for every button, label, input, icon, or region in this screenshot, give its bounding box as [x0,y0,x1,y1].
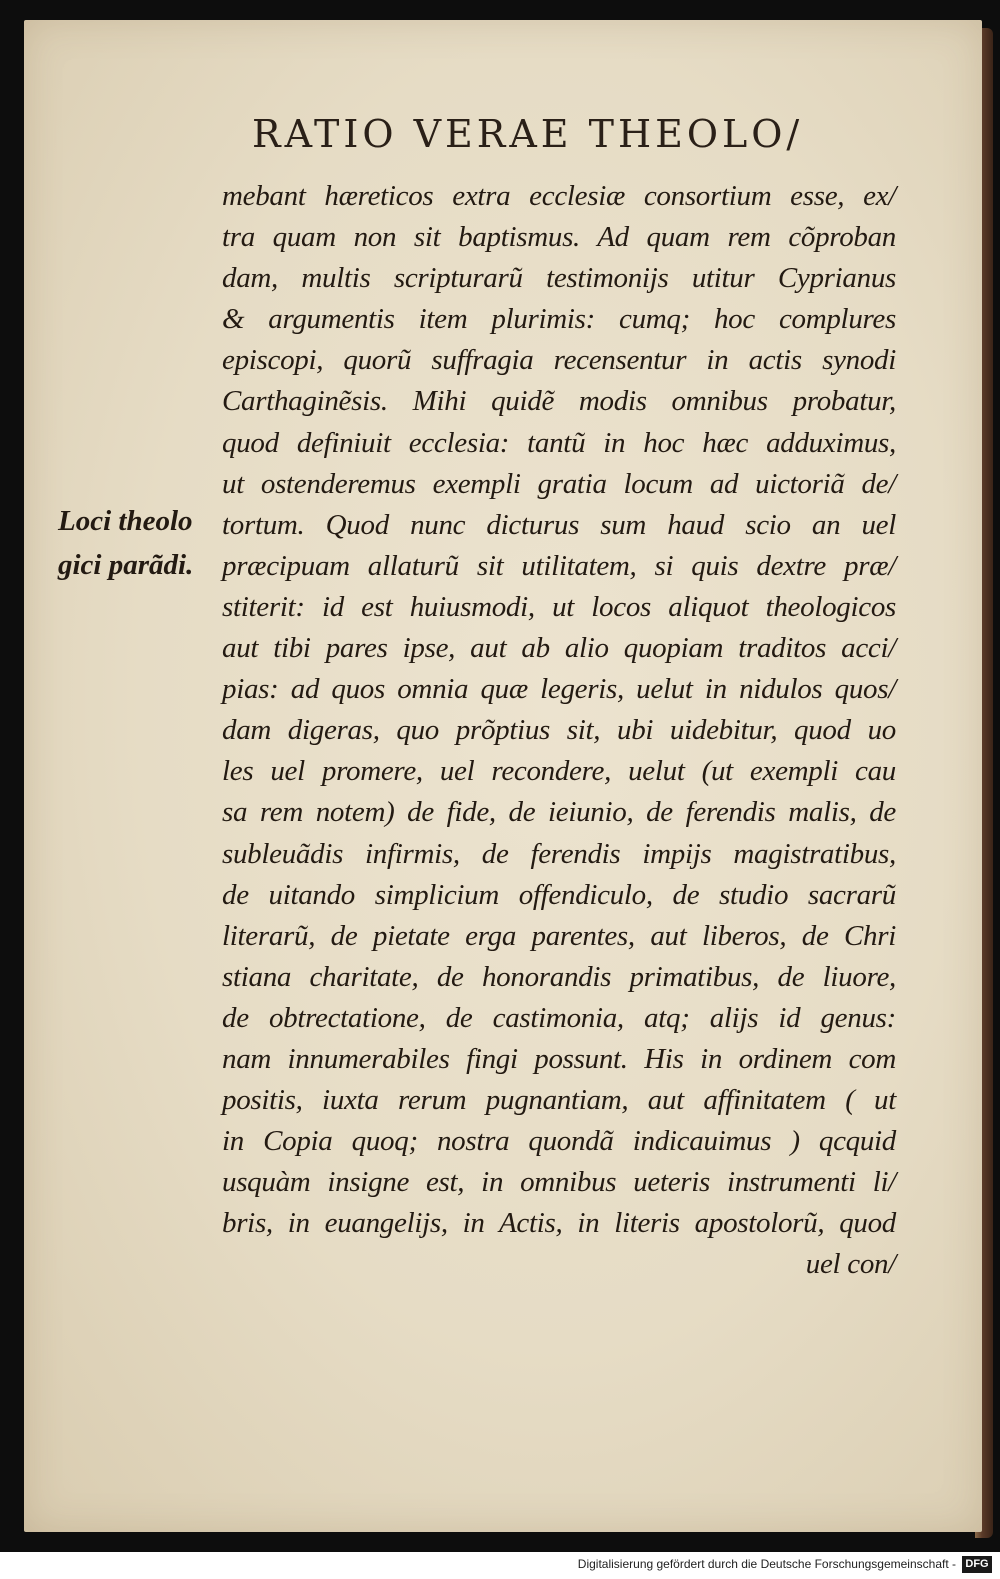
text-line: stiterit: id est huiusmodi, ut locos aliquot theologicos [222,590,896,623]
text-line: positis, iuxta rerum pugnantiam, aut affinitatem ( ut [222,1084,896,1117]
text-line: quod definiuit ecclesia: tantũ in hoc hæc adduximus, [222,426,896,459]
marginal-note [58,499,218,587]
text-line: ut ostenderemus exempli gratia locum ad uictoriã de/ [222,467,896,500]
catchword: uel con/ [805,1248,896,1281]
text-line: usquàm insigne est, in omnibus ueteris instrumenti li/ [222,1166,896,1199]
text-line: sa rem notem) de fide, de ieiunio, de ferendis malis, de [222,796,896,829]
running-head: RATIO VERAE THEOLO/ [252,112,804,156]
text-line: tra quam non sit baptismus. Ad quam rem cõproban [222,221,896,254]
text-line: de obtrectatione, de castimonia, atq; alijs id genus: [222,1001,896,1034]
text-line: de uitando simplicium offendiculo, de studio sacrarũ [222,878,896,911]
funding-credit: Digitalisierung gefördert durch die Deutsche Forschungsgemeinschaft - [577,1557,956,1571]
text-line: subleuãdis infirmis, de ferendis impijs magistratibus, [222,837,896,870]
text-line: aut tibi pares ipse, aut ab alio quopiam traditos acci/ [222,632,896,665]
text-line: tortum. Quod nunc dicturus sum haud scio an uel [222,508,896,541]
text-line: dam digeras, quo prõptius sit, ubi uidebitur, quod uo [222,714,896,747]
text-line: stiana charitate, de honorandis primatibus, de liuore, [222,960,896,993]
footer-bar [0,1552,1000,1579]
text-line: dam, multis scripturarũ testimonijs utitur Cyprianus [222,262,896,295]
text-line: & argumentis item plurimis: cumq; hoc complures [222,303,896,336]
marginal-note-line: gici parãdi. [58,549,194,581]
text-line: mebant hæreticos extra ecclesiæ consortium esse, ex/ [222,180,896,212]
text-line: pias: ad quos omnia quæ legeris, uelut in nidulos quos/ [222,673,896,706]
text-line: præcipuam allaturũ sit utilitatem, si quis dextre præ/ [222,549,896,582]
text-line: les uel promere, uel recondere, uelut (ut exempli cau [222,755,896,788]
text-line: episcopi, quorũ suffragia recensentur in actis synodi [222,344,896,377]
marginal-note-line: Loci theolo [58,505,193,537]
body-text [222,176,896,1286]
text-line: bris, in euangelijs, in Actis, in literis apostolorũ, quod [222,1207,896,1240]
text-line: literarũ, de pietate erga parentes, aut liberos, de Chri [222,919,896,952]
text-line: in Copia quoq; nostra quondã indicauimus ) qcquid [222,1125,896,1158]
text-line: Carthaginẽsis. Mihi quidẽ modis omnibus probatur, [222,385,896,418]
text-line: nam innumerabiles fingi possunt. His in ordinem com [222,1042,896,1075]
dfg-logo: DFG [962,1556,992,1573]
